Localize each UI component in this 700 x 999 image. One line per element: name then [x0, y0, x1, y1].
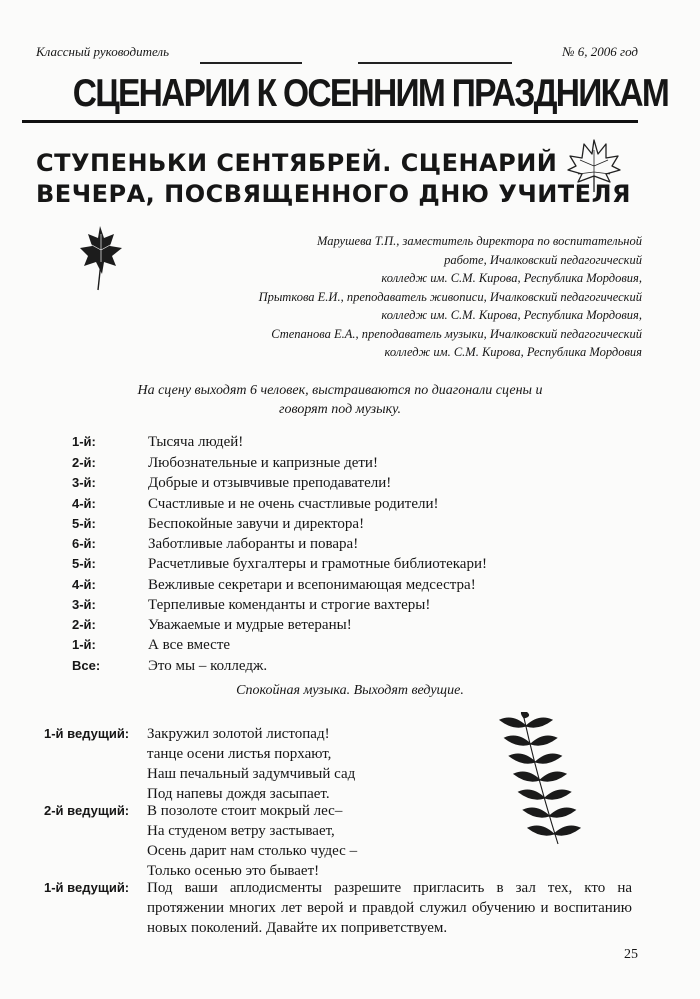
dark-leaf-icon	[78, 222, 124, 292]
speaker-label: 2-й:	[72, 617, 96, 632]
dialogue-text: Тысяча людей!	[148, 434, 244, 450]
dialogue-text: Уважаемые и мудрые ветераны!	[148, 617, 352, 633]
author-line: колледж им. С.М. Кирова, Республика Мордовия,	[381, 308, 642, 322]
author-line: работе, Ичалковский педагогический	[444, 252, 642, 267]
author-line: колледж им. С.М. Кирова, Республика Мордовия	[384, 345, 642, 359]
authors-block	[172, 232, 642, 362]
dialogue-text: А все вместе	[148, 637, 231, 653]
speaker-label: 1-й:	[72, 637, 96, 652]
rowan-leaflet	[531, 736, 557, 745]
rowan-leaflet	[521, 712, 528, 718]
dialogue-row	[0, 453, 700, 473]
page-number: 25	[624, 947, 638, 962]
maple-leaf-icon	[564, 136, 624, 194]
dialogue-row	[0, 534, 700, 554]
author-line: Степанова Е.А., преподаватель музыки, Ичалковский педагогический	[271, 326, 642, 341]
verse-line: Осень дарит нам столько чудес –	[147, 843, 358, 859]
dialogue-text: Любознательные и капризные дети!	[148, 455, 378, 471]
rowan-leaflet	[514, 772, 540, 781]
section-title-underline	[22, 120, 638, 123]
speaker-label: 3-й:	[72, 597, 96, 612]
verse-line: танце осени листья порхают,	[147, 746, 332, 762]
music-direction: Спокойная музыка. Выходят ведущие.	[236, 683, 464, 698]
dialogue-row	[0, 473, 700, 493]
speaker-label: 3-й:	[72, 475, 96, 490]
verse-line: Только осенью это бывает!	[147, 863, 320, 879]
verse-line: Наш печальный задумчивый сад	[147, 766, 356, 782]
dialogue-row	[0, 432, 700, 452]
dialogue-row	[0, 656, 700, 676]
speaker-label: 1-й ведущий:	[44, 726, 130, 741]
dialogue-text: Это мы – колледж.	[148, 658, 268, 674]
speaker-label: 1-й:	[72, 434, 96, 449]
dialogue-row	[0, 575, 700, 595]
dialogue-text: Заботливые лаборанты и повара!	[148, 536, 359, 552]
verse-line: В позолоте стоит мокрый лес–	[147, 803, 343, 819]
rowan-leaflet	[509, 754, 535, 763]
header-rule-right	[358, 62, 512, 64]
rowan-leaflet	[528, 826, 554, 835]
dialogue-row	[0, 494, 700, 514]
closing-paragraph: Под ваши аплодисменты разрешите пригласить в зал тех, кто на протяжении многих лет верой и правдой служил обучению и воспитанию новых поколений. Давайте их поприветствуем.	[147, 880, 632, 936]
dialogue-text: Расчетливые бухгалтеры и грамотные библиотекари!	[148, 556, 487, 572]
speaker-label: 6-й:	[72, 536, 96, 551]
speaker-label: 1-й ведущий:	[44, 880, 130, 895]
verse-line: Закружил золотой листопад!	[147, 726, 330, 742]
speaker-label: Все:	[72, 658, 101, 673]
dialogue-row	[0, 615, 700, 635]
section-title: СЦЕНАРИИ К ОСЕННИМ ПРАЗДНИКАМ	[72, 72, 669, 115]
dialogue-text: Терпеливые коменданты и строгие вахтеры!	[148, 597, 431, 613]
rowan-leaflet	[540, 772, 566, 781]
speaker-label: 2-й ведущий:	[44, 803, 130, 818]
dialogue-row	[0, 514, 700, 534]
verse-line: На студеном ветру застывает,	[147, 823, 335, 839]
stage-direction-line: На сцену выходят 6 человек, выстраиваются по диагонали сцены и	[137, 383, 543, 398]
stage-direction	[90, 381, 590, 419]
dialogue-text: Счастливые и не очень счастливые родители!	[148, 496, 439, 512]
speaker-label: 5-й:	[72, 556, 96, 571]
speaker-label: 4-й:	[72, 577, 96, 592]
article-title-line-2: ВЕЧЕРА, ПОСВЯЩЕННОГО ДНЮ УЧИТЕЛЯ	[36, 180, 631, 208]
article-title-line-1: СТУПЕНЬКИ СЕНТЯБРЕЙ. СЦЕНАРИЙ	[36, 149, 558, 177]
running-header-right: № 6, 2006 год	[562, 44, 638, 59]
rowan-leaflet	[554, 826, 580, 835]
author-line: Марушева Т.П., заместитель директора по воспитательной	[316, 234, 642, 248]
dialogue-text: Беспокойные завучи и директора!	[148, 516, 365, 532]
dialogue-row	[0, 635, 700, 655]
header-rule-left	[200, 62, 302, 64]
dialogue-text: Вежливые секретари и всепонимающая медсестра!	[148, 577, 476, 593]
verse-line: Под напевы дождя засыпает.	[147, 786, 330, 802]
rowan-leaflet	[519, 790, 545, 799]
running-header-left: Классный руководитель	[36, 44, 169, 59]
dialogue-text: Добрые и отзывчивые преподаватели!	[148, 475, 392, 491]
dialogue-row	[0, 554, 700, 574]
speaker-label: 2-й:	[72, 455, 96, 470]
rowan-leaflet	[535, 754, 561, 763]
rowan-leaflet	[505, 736, 531, 745]
stage-direction-line: говорят под музыку.	[279, 402, 401, 417]
rowan-leaflet	[545, 790, 571, 799]
speaker-label: 4-й:	[72, 496, 96, 511]
rowan-leaflet	[523, 808, 549, 817]
rowan-leaflet	[500, 718, 526, 727]
dialogue-row	[0, 595, 700, 615]
rowan-leaflet	[549, 808, 575, 817]
speaker-label: 5-й:	[72, 516, 96, 531]
article-title	[36, 148, 636, 210]
author-line: колледж им. С.М. Кирова, Республика Мордовия,	[381, 271, 642, 285]
rowan-branch-icon	[496, 712, 584, 848]
author-line: Прыткова Е.И., преподаватель живописи, Ичалковский педагогический	[258, 289, 642, 304]
rowan-leaflet	[526, 718, 552, 727]
